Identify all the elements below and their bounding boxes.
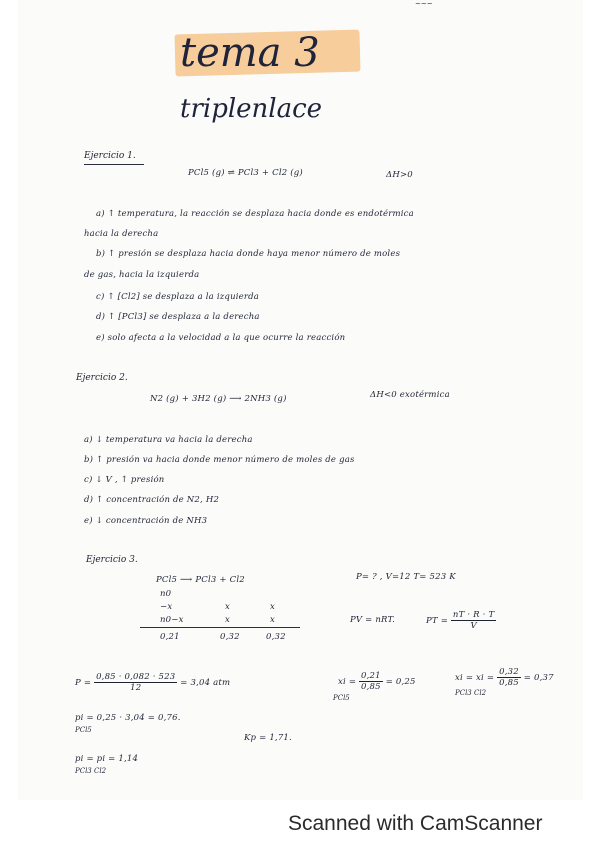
ej3-pi1-sub: PCl5 xyxy=(75,726,92,734)
ej2-d: d) ↑ concentración de N2, H2 xyxy=(84,495,220,505)
ej1-equation: PCl5 (g) ⇌ PCl3 + Cl2 (g) xyxy=(188,168,303,178)
ej3-table-rule xyxy=(140,627,300,628)
ej2-dh: ΔH<0 exotérmica xyxy=(370,390,450,400)
ej1-e: e) solo afecta a la velocidad a la que ocurre la reacción xyxy=(96,333,346,343)
ej3-pt xyxy=(426,610,496,631)
ej3-val-cl2: 0,32 xyxy=(266,632,286,642)
ej3-pi2: pi = pi = 1,14 xyxy=(75,754,139,764)
ej3-p-fraction xyxy=(94,672,177,693)
ej3-pt-num: nT · R · T xyxy=(452,610,495,620)
ej1-c: c) ↑ [Cl2] se desplaza a la izquierda xyxy=(96,292,260,302)
ej1-heading: Ejercicio 1. xyxy=(84,151,136,161)
ej3-x2-num: 0,32 xyxy=(499,667,519,677)
ej3-eq-pcl5: n0−x xyxy=(160,615,184,625)
ej3-x1-fraction xyxy=(359,671,383,692)
ej3-x1 xyxy=(338,671,416,692)
ej2-a: a) ↓ temperatura va hacia la derecha xyxy=(84,435,253,445)
ej3-pt-den: V xyxy=(470,621,477,631)
ej1-b-line2: de gas, hacia la izquierda xyxy=(84,270,200,280)
ej2-equation: N2 (g) + 3H2 (g) ⟶ 2NH3 (g) xyxy=(150,394,287,404)
ej3-p-lhs: P = xyxy=(75,678,92,688)
ej3-p-num: 0,85 · 0,082 · 523 xyxy=(96,672,176,682)
ej3-x2 xyxy=(455,667,554,688)
ej3-p-den: 12 xyxy=(130,683,142,693)
ej3-conditions: P= ? , V=12 T= 523 K xyxy=(356,572,456,582)
page-subtitle: triplenlace xyxy=(180,94,323,124)
ej3-pt-lhs: PT = xyxy=(426,616,449,626)
ej3-x2-sub: PCl3 Cl2 xyxy=(455,689,487,697)
ej3-val-pcl3: 0,32 xyxy=(220,632,240,642)
ej3-eq-pcl3: x xyxy=(225,615,230,625)
ej3-pi1: pi = 0,25 · 3,04 = 0,76. xyxy=(75,713,181,723)
ej3-x1-rhs: = 0,25 xyxy=(385,677,416,687)
ej3-pv: PV = nRT. xyxy=(350,615,396,625)
ej1-a-line1: a) ↑ temperatura, la reacción se desplaza hacia donde es endotérmica xyxy=(96,209,414,219)
camscanner-footer: Scanned with CamScanner xyxy=(288,812,543,835)
ej3-change-pcl3: x xyxy=(225,602,230,612)
ej1-heading-underline xyxy=(84,164,144,165)
page-title: tema 3 xyxy=(180,30,320,76)
ej3-p-calc xyxy=(75,672,230,693)
ej3-change-cl2: x xyxy=(270,602,275,612)
ej3-x1-den: 0,85 xyxy=(361,682,381,692)
top-margin-mark: ~~~ xyxy=(415,0,433,8)
ej3-x1-sub: PCl5 xyxy=(333,694,350,702)
ej3-x2-fraction xyxy=(497,667,521,688)
ej3-row-initial: n0 xyxy=(160,589,172,599)
ej2-b: b) ↑ presión va hacia donde menor número de moles de gas xyxy=(84,455,355,465)
ej3-x2-lhs: xi = xi = xyxy=(455,673,495,683)
ej3-heading: Ejercicio 3. xyxy=(86,555,138,565)
ej1-dh: ΔH>0 xyxy=(386,170,413,180)
ej3-x1-lhs: xi = xyxy=(338,677,357,687)
ej3-reaction: PCl5 ⟶ PCl3 + Cl2 xyxy=(156,575,245,585)
ej3-kp: Kp = 1,71. xyxy=(244,733,292,743)
ej2-e: e) ↓ concentración de NH3 xyxy=(84,516,208,526)
ej3-change-pcl5: −x xyxy=(160,602,173,612)
ej3-eq-cl2: x xyxy=(270,615,275,625)
ej3-pi2-sub: PCl3 Cl2 xyxy=(75,767,107,775)
ej2-c: c) ↓ V , ↑ presión xyxy=(84,475,165,485)
ej3-x2-rhs: = 0,37 xyxy=(523,673,554,683)
ej1-a-line2: hacia la derecha xyxy=(84,229,159,239)
ej3-p-rhs: = 3,04 atm xyxy=(180,678,231,688)
ej3-x2-den: 0,85 xyxy=(499,678,519,688)
ej1-b-line1: b) ↑ presión se desplaza hacia donde haya menor número de moles xyxy=(96,249,401,259)
ej1-d: d) ↑ [PCl3] se desplaza a la derecha xyxy=(96,312,260,322)
ej2-heading: Ejercicio 2. xyxy=(76,373,128,383)
ej3-val-pcl5: 0,21 xyxy=(160,632,180,642)
ej3-pt-fraction xyxy=(451,610,496,631)
ej3-x1-num: 0,21 xyxy=(361,671,381,681)
